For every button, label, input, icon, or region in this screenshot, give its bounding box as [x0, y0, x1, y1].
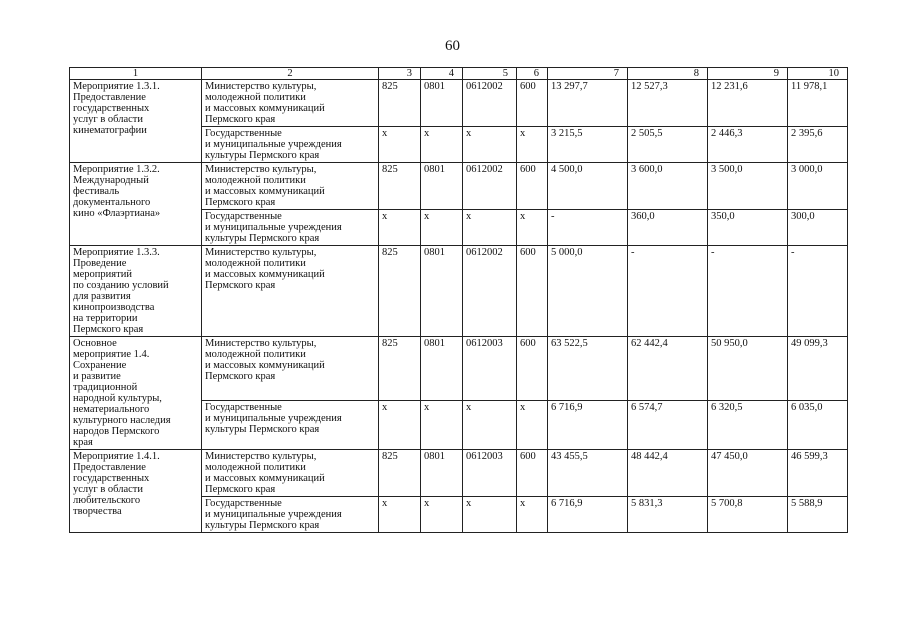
code-cell: 0612002	[463, 163, 517, 210]
code-cell: 0801	[421, 246, 463, 337]
organization-cell: Министерство культуры, молодежной политики и массовых коммуникаций Пермского края	[202, 80, 379, 127]
code-cell: х	[463, 400, 517, 449]
code-cell: 825	[379, 163, 421, 210]
organization-cell: Государственные и муниципальные учреждения культуры Пермского края	[202, 400, 379, 449]
code-cell: х	[463, 210, 517, 246]
table-row	[70, 163, 848, 210]
column-header-2: 2	[202, 68, 379, 80]
amount-cell: 350,0	[708, 210, 788, 246]
amount-cell: 2 505,5	[628, 127, 708, 163]
amount-cell: -	[708, 246, 788, 337]
amount-cell: 6 716,9	[548, 400, 628, 449]
code-cell: 825	[379, 246, 421, 337]
amount-cell: 4 500,0	[548, 163, 628, 210]
column-header-5: 5	[463, 68, 517, 80]
code-cell: х	[517, 210, 548, 246]
code-cell: 600	[517, 450, 548, 497]
code-cell: 0801	[421, 450, 463, 497]
code-cell: 825	[379, 337, 421, 401]
column-header-7: 7	[548, 68, 628, 80]
amount-cell: 5 000,0	[548, 246, 628, 337]
amount-cell: -	[548, 210, 628, 246]
amount-cell: 62 442,4	[628, 337, 708, 401]
amount-cell: 63 522,5	[548, 337, 628, 401]
amount-cell: 5 588,9	[788, 497, 848, 533]
code-cell: 0801	[421, 80, 463, 127]
code-cell: 0612003	[463, 450, 517, 497]
code-cell: х	[379, 400, 421, 449]
code-cell: х	[517, 497, 548, 533]
amount-cell: 12 527,3	[628, 80, 708, 127]
amount-cell: 5 831,3	[628, 497, 708, 533]
column-header-8: 8	[628, 68, 708, 80]
amount-cell: 360,0	[628, 210, 708, 246]
amount-cell: 2 446,3	[708, 127, 788, 163]
code-cell: х	[421, 210, 463, 246]
column-header-9: 9	[708, 68, 788, 80]
column-header-6: 6	[517, 68, 548, 80]
amount-cell: 3 600,0	[628, 163, 708, 210]
code-cell: х	[379, 210, 421, 246]
amount-cell: 3 215,5	[548, 127, 628, 163]
activity-name: Мероприятие 1.3.1. Предоставление государственных услуг в области кинематографии	[70, 80, 202, 163]
code-cell: 0612002	[463, 80, 517, 127]
code-cell: 0612003	[463, 337, 517, 401]
code-cell: х	[379, 127, 421, 163]
code-cell: х	[517, 400, 548, 449]
column-header-10: 10	[788, 68, 848, 80]
activity-name: Основное мероприятие 1.4. Сохранение и развитие традиционной народной культуры, нематериального культурного наследия народов Пермского края	[70, 337, 202, 450]
organization-cell: Государственные и муниципальные учреждения культуры Пермского края	[202, 497, 379, 533]
amount-cell: 47 450,0	[708, 450, 788, 497]
amount-cell: 300,0	[788, 210, 848, 246]
column-header-4: 4	[421, 68, 463, 80]
amount-cell: 46 599,3	[788, 450, 848, 497]
amount-cell: 3 000,0	[788, 163, 848, 210]
amount-cell: -	[628, 246, 708, 337]
organization-cell: Министерство культуры, молодежной политики и массовых коммуникаций Пермского края	[202, 450, 379, 497]
column-header-3: 3	[379, 68, 421, 80]
table-row	[70, 337, 848, 401]
code-cell: 825	[379, 80, 421, 127]
amount-cell: 50 950,0	[708, 337, 788, 401]
page-number: 60	[445, 38, 460, 54]
amount-cell: 6 035,0	[788, 400, 848, 449]
amount-cell: 6 716,9	[548, 497, 628, 533]
organization-cell: Министерство культуры, молодежной политики и массовых коммуникаций Пермского края	[202, 163, 379, 210]
code-cell: х	[421, 497, 463, 533]
amount-cell: 3 500,0	[708, 163, 788, 210]
amount-cell: 12 231,6	[708, 80, 788, 127]
activity-name: Мероприятие 1.3.2. Международный фестиваль документального кино «Флаэртиана»	[70, 163, 202, 246]
organization-cell: Государственные и муниципальные учреждения культуры Пермского края	[202, 210, 379, 246]
amount-cell: 49 099,3	[788, 337, 848, 401]
code-cell: 600	[517, 337, 548, 401]
amount-cell: 11 978,1	[788, 80, 848, 127]
code-cell: х	[463, 497, 517, 533]
table-row	[70, 246, 848, 337]
amount-cell: 2 395,6	[788, 127, 848, 163]
amount-cell: 43 455,5	[548, 450, 628, 497]
amount-cell: 6 574,7	[628, 400, 708, 449]
amount-cell: -	[788, 246, 848, 337]
code-cell: х	[379, 497, 421, 533]
activity-name: Мероприятие 1.3.3. Проведение мероприятий по созданию условий для развития кинопроизводства на территории Пермского края	[70, 246, 202, 337]
code-cell: 825	[379, 450, 421, 497]
column-header-1: 1	[70, 68, 202, 80]
code-cell: х	[517, 127, 548, 163]
code-cell: х	[421, 400, 463, 449]
organization-cell: Государственные и муниципальные учреждения культуры Пермского края	[202, 127, 379, 163]
code-cell: 600	[517, 163, 548, 210]
code-cell: 600	[517, 246, 548, 337]
table-row	[70, 450, 848, 497]
organization-cell: Министерство культуры, молодежной политики и массовых коммуникаций Пермского края	[202, 246, 379, 337]
code-cell: х	[463, 127, 517, 163]
code-cell: 0612002	[463, 246, 517, 337]
code-cell: х	[421, 127, 463, 163]
amount-cell: 5 700,8	[708, 497, 788, 533]
column-number-row	[70, 68, 848, 80]
amount-cell: 13 297,7	[548, 80, 628, 127]
table-row	[70, 80, 848, 127]
code-cell: 600	[517, 80, 548, 127]
code-cell: 0801	[421, 337, 463, 401]
budget-table	[69, 67, 848, 533]
code-cell: 0801	[421, 163, 463, 210]
organization-cell: Министерство культуры, молодежной политики и массовых коммуникаций Пермского края	[202, 337, 379, 401]
amount-cell: 6 320,5	[708, 400, 788, 449]
activity-name: Мероприятие 1.4.1. Предоставление государственных услуг в области любительского творчества	[70, 450, 202, 533]
amount-cell: 48 442,4	[628, 450, 708, 497]
